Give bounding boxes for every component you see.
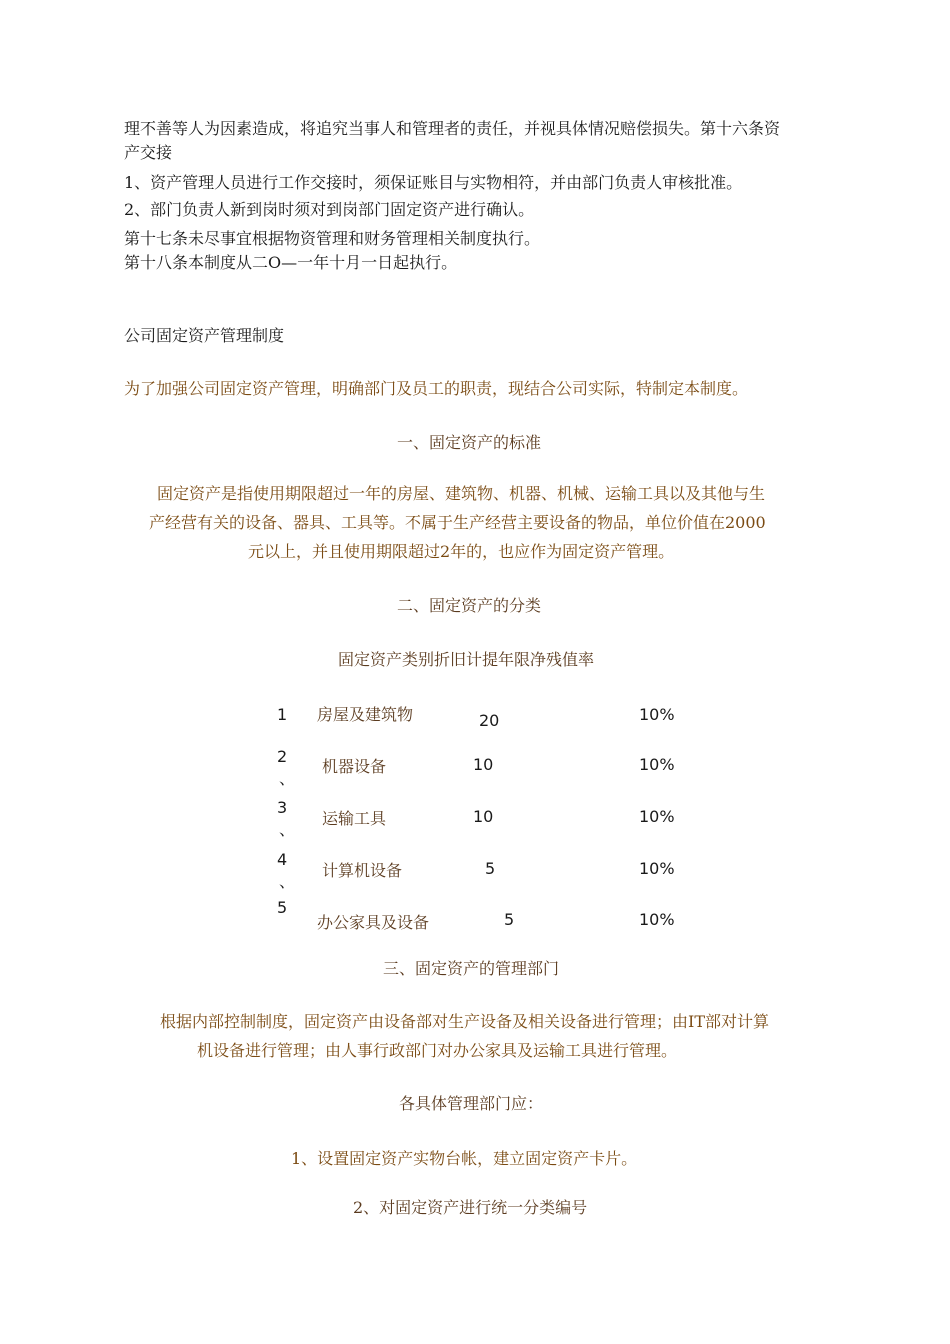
text-line: 理不善等人为因素造成，将追究当事人和管理者的责任，并视具体情况赔偿损失。第十六条资 bbox=[124, 119, 781, 138]
paragraph-line: 根据内部控制制度，固定资产由设备部对生产设备及相关设备进行管理；由IT部对计算 bbox=[160, 1012, 769, 1031]
row-number: 5 bbox=[277, 898, 288, 917]
paragraph-line: 机设备进行管理；由人事行政部门对办公家具及运输工具进行管理。 bbox=[197, 1041, 678, 1060]
row-number: 4 bbox=[277, 850, 288, 869]
row-separator: 、 bbox=[279, 820, 296, 839]
category-name: 房屋及建筑物 bbox=[317, 705, 414, 724]
list-item: 2、部门负责人新到岗时须对到岗部门固定资产进行确认。 bbox=[124, 200, 535, 219]
depreciation-years: 5 bbox=[504, 910, 515, 929]
text-line: 产交接 bbox=[124, 143, 173, 162]
duty-item: 1、设置固定资产实物台帐，建立固定资产卡片。 bbox=[291, 1149, 638, 1168]
row-separator: 、 bbox=[279, 769, 296, 788]
residual-rate: 10% bbox=[639, 910, 675, 929]
depreciation-years: 10 bbox=[473, 755, 494, 774]
intro-paragraph: 为了加强公司固定资产管理，明确部门及员工的职责，现结合公司实际，特制定本制度。 bbox=[124, 379, 749, 398]
depreciation-years: 10 bbox=[473, 807, 494, 826]
table-header: 固定资产类别折旧计提年限净残值率 bbox=[338, 650, 595, 669]
depreciation-years: 20 bbox=[479, 711, 500, 730]
article-18: 第十八条本制度从二O—一年十月一日起执行。 bbox=[124, 253, 458, 272]
paragraph-line: 元以上，并且使用期限超过2年的，也应作为固定资产管理。 bbox=[248, 542, 675, 561]
list-item: 1、资产管理人员进行工作交接时，须保证账目与实物相符，并由部门负责人审核批准。 bbox=[124, 173, 743, 192]
row-number: 1 bbox=[277, 705, 288, 724]
residual-rate: 10% bbox=[639, 859, 675, 878]
section-heading: 一、固定资产的标准 bbox=[397, 433, 542, 452]
category-name: 运输工具 bbox=[322, 809, 387, 828]
category-name: 办公家具及设备 bbox=[317, 913, 430, 932]
row-separator: 、 bbox=[279, 872, 296, 891]
depreciation-years: 5 bbox=[485, 859, 496, 878]
section-heading: 二、固定资产的分类 bbox=[397, 596, 542, 615]
dept-heading: 各具体管理部门应： bbox=[399, 1094, 544, 1113]
paragraph-line: 产经营有关的设备、器具、工具等。不属于生产经营主要设备的物品，单位价值在2000 bbox=[149, 513, 766, 532]
row-number: 2 bbox=[277, 747, 288, 766]
paragraph-line: 固定资产是指使用期限超过一年的房屋、建筑物、机器、机械、运输工具以及其他与生 bbox=[157, 484, 766, 503]
section-heading: 三、固定资产的管理部门 bbox=[383, 959, 560, 978]
duty-item: 2、对固定资产进行统一分类编号 bbox=[353, 1198, 588, 1217]
doc-title: 公司固定资产管理制度 bbox=[124, 326, 285, 345]
category-name: 计算机设备 bbox=[322, 861, 403, 880]
residual-rate: 10% bbox=[639, 705, 675, 724]
residual-rate: 10% bbox=[639, 755, 675, 774]
residual-rate: 10% bbox=[639, 807, 675, 826]
row-number: 3 bbox=[277, 798, 288, 817]
category-name: 机器设备 bbox=[322, 757, 387, 776]
article-17: 第十七条未尽事宜根据物资管理和财务管理相关制度执行。 bbox=[124, 229, 541, 248]
